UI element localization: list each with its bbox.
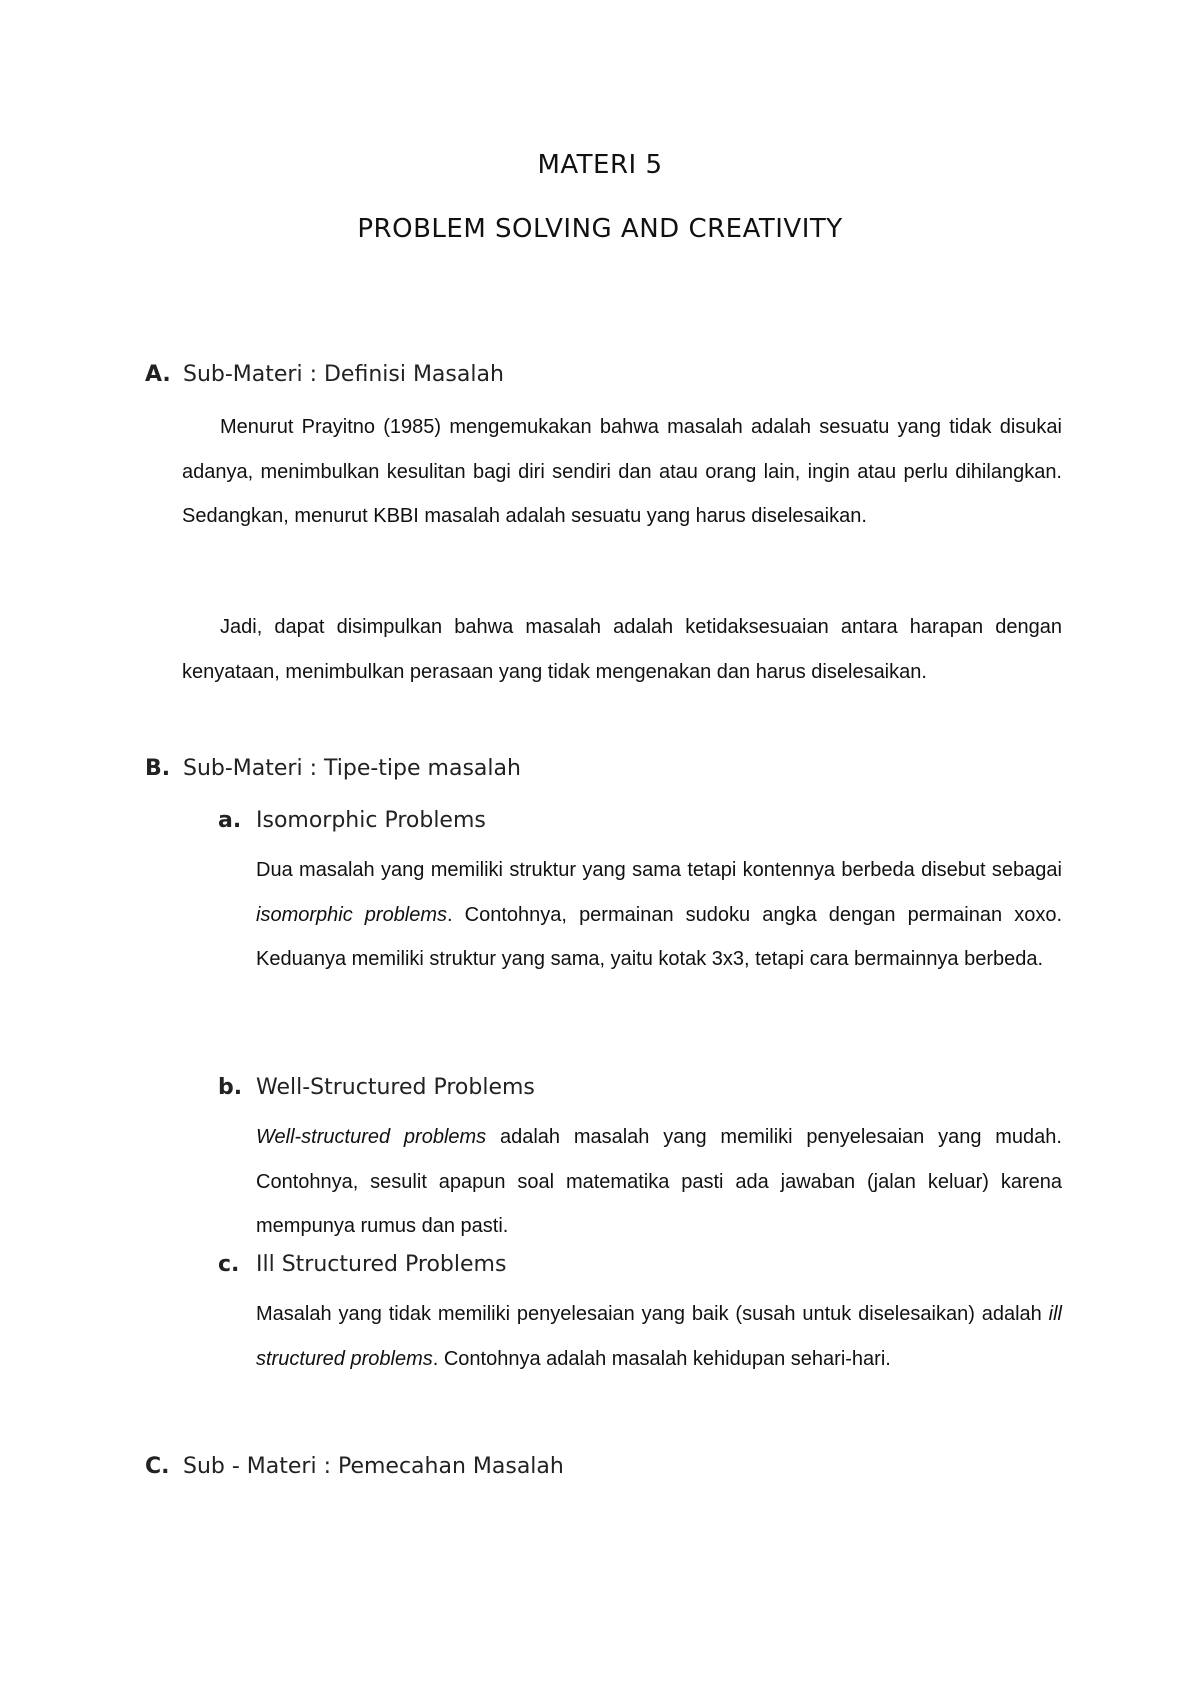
section-heading-text: Sub-Materi : Definisi Masalah: [183, 362, 504, 387]
subsection-b-heading: [218, 1075, 535, 1100]
paragraph-kesimpulan: Jadi, dapat disimpulkan bahwa masalah adalah ketidaksesuaian antara harapan dengan kenyataan, menimbulkan perasaan yang tidak mengenakan dan harus diselesaikan.: [182, 616, 1062, 683]
document-subtitle: PROBLEM SOLVING AND CREATIVITY: [357, 214, 843, 244]
paragraph-ill-structured: Masalah yang tidak memiliki penyelesaian yang baik (susah untuk diselesaikan) adalah ill structured problems. Contohnya adalah masalah kehidupan sehari-hari.: [256, 1303, 1062, 1370]
paragraph-well-structured: Well-structured problems adalah masalah yang memiliki penyelesaian yang mudah. Contohnya, sesulit apapun soal matematika pasti ada jawaban (jalan keluar) karena mempunya rumus dan pasti.: [256, 1126, 1062, 1237]
emphasis-term: isomorphic problems: [256, 903, 448, 926]
section-c-heading: [145, 1454, 564, 1479]
section-marker: A.: [145, 362, 171, 387]
section-heading-text: Sub - Materi : Pemecahan Masalah: [183, 1454, 564, 1479]
subsection-c-heading: [218, 1252, 506, 1277]
emphasis-term: ill structured problems: [256, 1303, 1062, 1370]
section-marker: C.: [145, 1454, 170, 1479]
subsection-heading-text: Well-Structured Problems: [256, 1075, 535, 1100]
section-b-heading: [145, 756, 521, 781]
subsection-marker: c.: [218, 1252, 240, 1277]
paragraph-definisi: Menurut Prayitno (1985) mengemukakan bahwa masalah adalah sesuatu yang tidak disukai adanya, menimbulkan kesulitan bagi diri sendiri dan atau orang lain, ingin atau perlu dihilangkan. Sedangkan, menurut KBBI masalah adalah sesuatu yang harus diselesaikan.: [182, 416, 1062, 527]
paragraph-isomorphic: Dua masalah yang memiliki struktur yang sama tetapi kontennya berbeda disebut sebagai isomorphic problems. Contohnya, permainan sudoku angka dengan permainan xoxo. Keduanya memiliki struktur yang sama, yaitu kotak 3x3, tetapi cara bermainnya berbeda.: [256, 859, 1063, 970]
subsection-heading-text: Ill Structured Problems: [256, 1252, 507, 1277]
document-title: MATERI 5: [537, 150, 663, 180]
section-marker: B.: [145, 756, 171, 781]
emphasis-term: Well-structured problems: [256, 1126, 487, 1148]
subsection-marker: b.: [218, 1075, 243, 1100]
section-heading-text: Sub-Materi : Tipe-tipe masalah: [183, 756, 521, 781]
subsection-a-heading: [218, 808, 486, 833]
subsection-marker: a.: [218, 808, 242, 833]
section-a-heading: [145, 362, 504, 387]
subsection-heading-text: Isomorphic Problems: [256, 808, 486, 833]
